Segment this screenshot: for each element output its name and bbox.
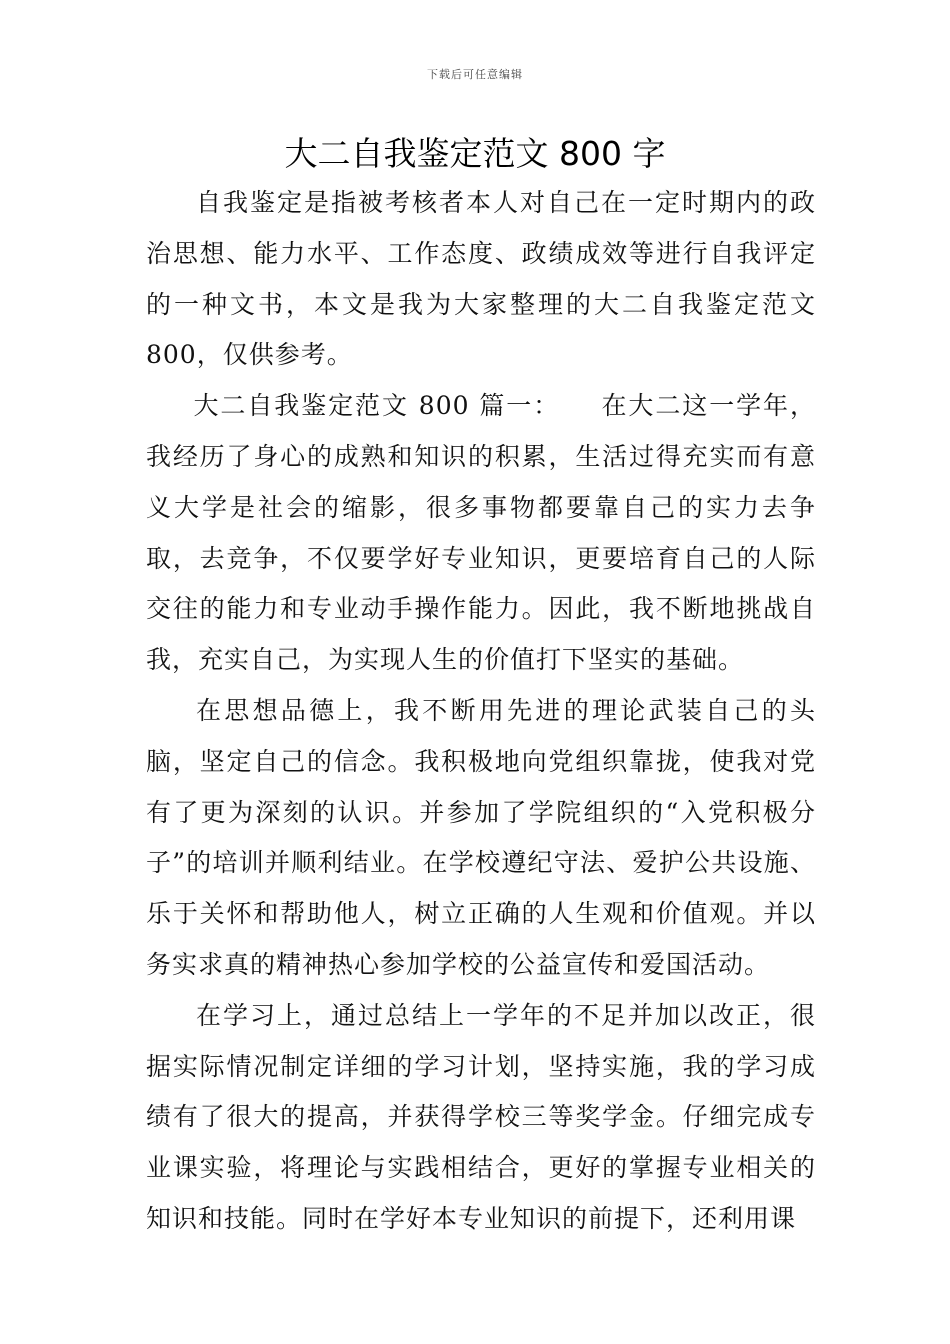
- paragraph-intro: 自我鉴定是指被考核者本人对自己在一定时期内的政治思想、能力水平、工作态度、政绩成效等进行自我评定的一种文书，本文是我为大家整理的大二自我鉴定范文 800，仅供参考。: [146, 188, 816, 370]
- paragraph-sample-one: 大二自我鉴定范文 800 篇一： 在大二这一学年，我经历了身心的成熟和知识的积累，生活过得充实而有意义大学是社会的缩影，很多事物都要靠自己的实力去争取，去竞争，不仅要学好专业知识，更要培育自己的人际交往的能力和专业动手操作能力。因此，我不断地挑战自我，充实自己，为实现人生的价值打下坚实的基础。: [146, 391, 816, 675]
- document-body: [146, 178, 816, 1245]
- header-note: 下载后可任意编辑: [427, 68, 523, 81]
- document-title: 大二自我鉴定范文 800 字: [284, 134, 666, 173]
- paragraph-ideology: 在思想品德上，我不断用先进的理论武装自己的头脑，坚定自己的信念。我积极地向党组织靠拢，使我对党有了更为深刻的认识。并参加了学院组织的“入党积极分子”的培训并顺利结业。在学校遵纪守法、爱护公共设施、乐于关怀和帮助他人，树立正确的人生观和价值观。并以务实求真的精神热心参加学校的公益宣传和爱国活动。: [146, 695, 816, 979]
- paragraph-study: 在学习上，通过总结上一学年的不足并加以改正，很据实际情况制定详细的学习计划，坚持实施，我的学习成绩有了很大的提高，并获得学校三等奖学金。仔细完成专业课实验，将理论与实践相结合，更好的掌握专业相关的知识和技能。同时在学好本专业知识的前提下，还利用课: [146, 1000, 816, 1233]
